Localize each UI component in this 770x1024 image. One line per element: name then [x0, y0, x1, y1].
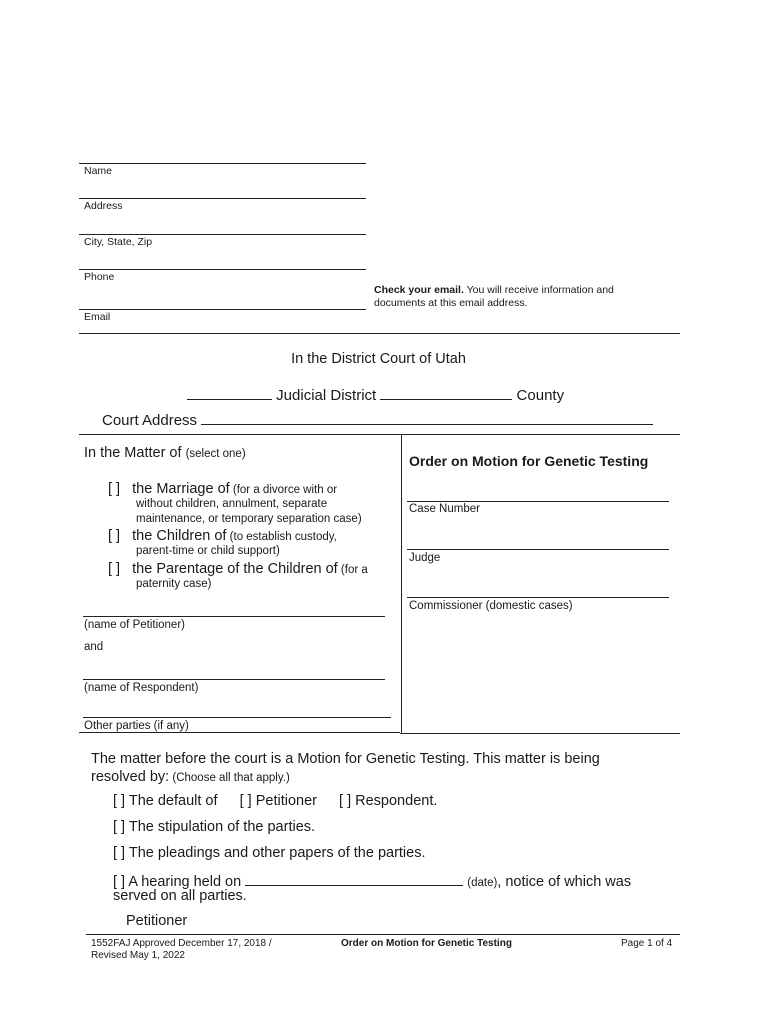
phone-line	[79, 269, 366, 270]
option-children-note1: (to establish custody,	[226, 531, 337, 543]
option-children[interactable]	[108, 528, 337, 559]
email-notice-bold: Check your email.	[374, 284, 464, 296]
option-marriage-note3: maintenance, or temporary separation case)	[136, 513, 362, 525]
checkbox-children[interactable]: [ ]	[108, 528, 121, 544]
option-children-label: the Children of	[132, 528, 227, 544]
court-address-blank[interactable]	[201, 410, 653, 425]
option-marriage-note2: without children, annulment, separate	[136, 498, 328, 510]
pleadings-option[interactable]: [ ] The pleadings and other papers of the parties.	[113, 845, 426, 861]
caption-top-divider	[79, 434, 680, 435]
option-parentage[interactable]	[108, 561, 368, 592]
hearing-served: served on all parties.	[113, 888, 247, 904]
case-number-line[interactable]	[407, 501, 669, 502]
petitioner-name-line[interactable]	[83, 616, 385, 617]
respondent-option[interactable]: [ ] Respondent.	[339, 793, 438, 809]
email-notice-rest: You will receive information and	[463, 284, 614, 296]
judge-label: Judge	[409, 552, 441, 564]
order-title: Order on Motion for Genetic Testing	[409, 453, 649, 469]
email-line	[79, 309, 366, 310]
respondent-name-label: (name of Respondent)	[84, 682, 199, 694]
footer-center: Order on Motion for Genetic Testing	[341, 938, 512, 949]
petitioner-heading: Petitioner	[126, 913, 188, 929]
email-notice	[374, 284, 614, 310]
footer-left	[91, 938, 272, 962]
phone-label: Phone	[84, 271, 115, 283]
matter-heading	[84, 445, 246, 461]
court-address-row	[102, 410, 653, 429]
option-marriage-note1: (for a divorce with or	[229, 484, 338, 496]
caption-bottom-divider	[400, 733, 680, 734]
case-number-label: Case Number	[409, 503, 480, 515]
court-address-label: Court Address	[102, 412, 198, 429]
option-parentage-note1: (for a	[337, 564, 368, 576]
intro-line1: The matter before the court is a Motion for Genetic Testing. This matter is being	[91, 751, 600, 767]
caption-vertical-divider	[401, 434, 402, 733]
other-parties-label: Other parties (if any)	[84, 720, 189, 732]
commissioner-line[interactable]	[407, 597, 669, 598]
footer-approved: 1552FAJ Approved December 17, 2018 /	[91, 938, 272, 949]
city-state-zip-line	[79, 234, 366, 235]
footer-divider	[86, 934, 680, 935]
name-label: Name	[84, 165, 113, 177]
hearing-date-blank[interactable]	[245, 871, 463, 886]
footer-page: Page 1 of 4	[621, 938, 673, 949]
intro-line2	[91, 769, 290, 785]
court-title: In the District Court of Utah	[291, 351, 466, 367]
email-notice-line2: documents at this email address.	[374, 297, 528, 309]
judicial-district-blank[interactable]	[187, 385, 272, 400]
matter-heading-note: (select one)	[185, 448, 246, 460]
address-line	[79, 198, 366, 199]
matter-bottom-line	[79, 732, 400, 733]
matter-heading-text: In the Matter of	[84, 445, 182, 461]
checkbox-parentage[interactable]: [ ]	[108, 561, 121, 577]
stipulation-option[interactable]: [ ] The stipulation of the parties.	[113, 819, 316, 835]
other-parties-line[interactable]	[83, 717, 391, 718]
city-state-zip-label: City, State, Zip	[84, 236, 153, 248]
commissioner-label: Commissioner (domestic cases)	[409, 600, 573, 612]
default-of-option[interactable]: [ ] The default of	[113, 793, 218, 809]
address-label: Address	[84, 200, 123, 212]
district-county-row	[187, 385, 564, 404]
hearing-notice: , notice of which was	[497, 874, 632, 890]
option-parentage-note2: paternity case)	[136, 578, 212, 590]
email-label: Email	[84, 311, 111, 323]
option-parentage-label: the Parentage of the Children of	[132, 561, 338, 577]
option-marriage[interactable]	[108, 481, 362, 527]
county-blank[interactable]	[380, 385, 512, 400]
hearing-date-note: (date)	[467, 877, 498, 889]
footer-revised: Revised May 1, 2022	[91, 950, 185, 961]
judicial-district-label: Judicial District	[276, 387, 377, 404]
default-row	[113, 793, 437, 809]
intro-note: (Choose all that apply.)	[169, 772, 290, 784]
option-marriage-label: the Marriage of	[132, 481, 230, 497]
name-line	[79, 163, 366, 164]
county-label: County	[516, 387, 565, 404]
intro-resolved-by: resolved by:	[91, 769, 170, 785]
checkbox-marriage[interactable]: [ ]	[108, 481, 121, 497]
header-divider	[79, 333, 680, 334]
petitioner-name-label: (name of Petitioner)	[84, 619, 185, 631]
petitioner-option[interactable]: [ ] Petitioner	[239, 793, 317, 809]
option-children-note2: parent-time or child support)	[136, 545, 280, 557]
respondent-name-line[interactable]	[83, 679, 385, 680]
hearing-label: [ ] A hearing held on	[113, 874, 242, 890]
judge-line[interactable]	[407, 549, 669, 550]
and-text: and	[84, 641, 104, 653]
